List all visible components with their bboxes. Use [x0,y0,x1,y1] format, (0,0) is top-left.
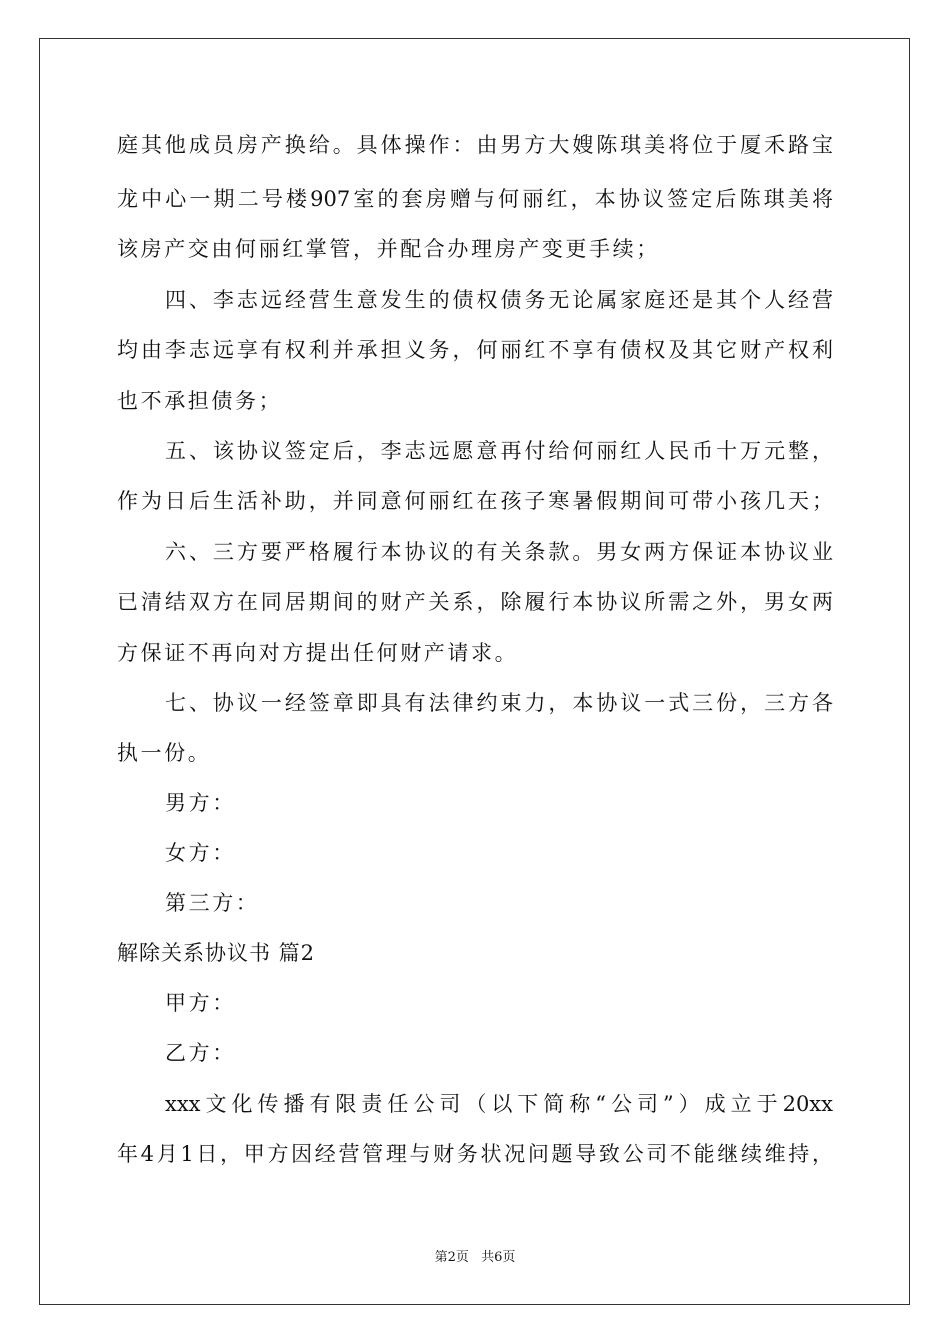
clause-seven-line: 七、协议一经签章即具有法律约束力，本协议一式三份，三方各 [165,691,833,715]
section-heading: 解除关系协议书 篇2 [117,941,316,965]
signature-female-party: 女方： [165,841,236,865]
page-footer [0,1250,950,1266]
party-b-label: 乙方： [165,1041,236,1065]
paragraph-line: 方保证不再向对方提出任何财产请求。 [117,641,519,665]
paragraph-line: 年4月1日，甲方因经营管理与财务状况问题导致公司不能继续维持， [117,1142,833,1166]
signature-third-party: 第三方： [165,891,260,915]
paragraph-line: 龙中心一期二号楼907室的套房赠与何丽红，本协议签定后陈琪美将 [117,187,833,211]
paragraph-line: 执一份。 [117,741,212,765]
paragraph-line: 已清结双方在同居期间的财产关系，除履行本协议所需之外，男女两 [117,590,833,614]
clause-six-line: 六、三方要严格履行本协议的有关条款。男女两方保证本协议业 [165,540,833,564]
paragraph-line: 也不承担债务； [117,389,283,413]
signature-male-party: 男方： [165,791,236,815]
paragraph-line: 作为日后生活补助，并同意何丽红在孩子寒暑假期间可带小孩几天； [117,489,833,513]
clause-five-line: 五、该协议签定后，李志远愿意再付给何丽红人民币十万元整， [165,439,833,463]
total-page-count: 共6页 [481,1250,516,1265]
paragraph-line: xxx文化传播有限责任公司（以下简称“公司”）成立于20xx [165,1092,833,1116]
clause-four-line: 四、李志远经营生意发生的债权债务无论属家庭还是其个人经营 [165,288,833,312]
current-page-number: 第2页 [434,1250,469,1265]
paragraph-line: 均由李志远享有权利并承担义务，何丽红不享有债权及其它财产权利 [117,338,833,362]
paragraph-line: 该房产交由何丽红掌管，并配合办理房产变更手续； [117,237,660,261]
paragraph-line: 庭其他成员房产换给。具体操作：由男方大嫂陈琪美将位于厦禾路宝 [117,133,833,157]
party-a-label: 甲方： [165,991,236,1015]
